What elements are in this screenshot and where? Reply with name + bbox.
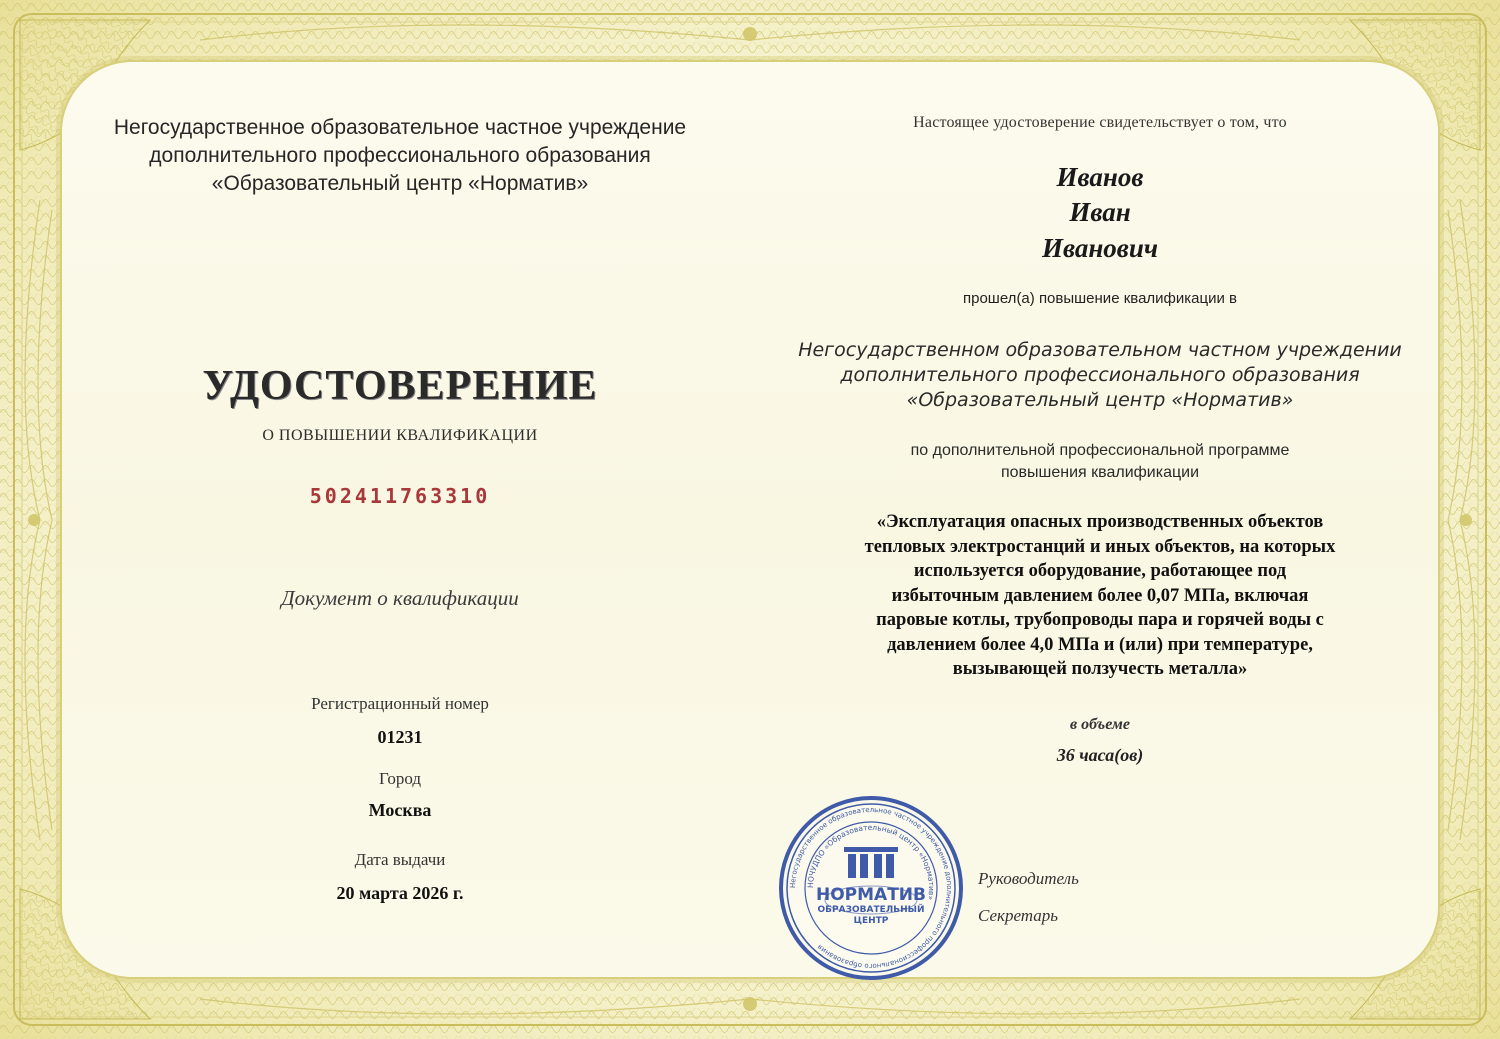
seal-ring-text: Негосударственное образовательное частное учреждение дополнительного профессионального образования	[788, 805, 954, 971]
holder-patronymic: Иванович	[1041, 233, 1159, 263]
course-line: давлением более 4,0 МПа и (или) при температуре,	[887, 634, 1313, 655]
course-line: используется оборудование, работающее под	[913, 561, 1287, 581]
course-line: избыточным давлением более 0,07 МПа, включая	[891, 585, 1309, 606]
seal-caption-2: ЦЕНТР	[853, 916, 889, 926]
registration-number: 01231	[377, 727, 423, 747]
intro-text: Настоящее удостоверение свидетельствует о том, что	[913, 114, 1287, 131]
issue-date-label: Дата выдачи	[354, 850, 446, 869]
registration-label: Регистрационный номер	[311, 694, 489, 713]
city-label: Город	[379, 769, 421, 788]
issue-date-value: 20 марта 2026 г.	[336, 883, 464, 903]
issuer-line: Негосударственное образовательное частное учреждение	[113, 116, 687, 139]
city-value: Москва	[368, 800, 432, 820]
course-line: тепловых электростанций и иных объектов, на которых	[864, 536, 1336, 557]
issuer-line: дополнительного профессионального образования	[149, 144, 651, 167]
program-label	[750, 440, 1450, 484]
document-title: УДОСТОВЕРЕНИЕ	[202, 363, 598, 409]
organization-line: «Образовательный центр «Норматив»	[906, 389, 1294, 411]
signature-head-label: Руководитель	[978, 869, 1079, 888]
document-subtitle: О ПОВЫШЕНИИ КВАЛИФИКАЦИИ	[262, 427, 538, 444]
issuer-line: «Образовательный центр «Норматив»	[211, 172, 589, 195]
issuer-organization	[70, 114, 730, 198]
organization-line: Негосударственном образовательном частном учреждении	[798, 339, 1402, 361]
serial-number: 502411763310	[309, 484, 491, 508]
seal-inner-text: НОЧУДПО «Образовательный центр «Норматив»	[805, 822, 937, 901]
organization-line: дополнительного профессионального образования	[840, 364, 1360, 386]
course-title	[750, 510, 1450, 682]
program-label-line: по дополнительной профессиональной программе	[910, 442, 1290, 459]
volume-label: в объеме	[1070, 716, 1130, 733]
completion-statement: прошел(а) повышение квалификации в	[963, 290, 1237, 307]
course-line: паровые котлы, трубопроводы пара и горячей воды с	[876, 610, 1324, 630]
holder-surname: Иванов	[1056, 162, 1144, 192]
seal-caption-1: ОБРАЗОВАТЕЛЬНЫЙ	[817, 905, 925, 915]
document-kind: Документ о квалификации	[281, 586, 519, 610]
program-label-line: повышения квалификации	[1000, 464, 1200, 481]
training-organization	[710, 338, 1490, 413]
organization-seal	[778, 795, 964, 981]
right-page	[750, 0, 1500, 1039]
course-line: вызывающей ползучесть металла»	[952, 659, 1248, 679]
holder-first-name: Иван	[1069, 197, 1131, 227]
seal-brand: НОРМАТИВ	[816, 885, 926, 905]
signature-secretary-label: Секретарь	[978, 906, 1058, 925]
course-line: «Эксплуатация опасных производственных объектов	[876, 512, 1324, 532]
volume-value: 36 часа(ов)	[1056, 745, 1144, 765]
